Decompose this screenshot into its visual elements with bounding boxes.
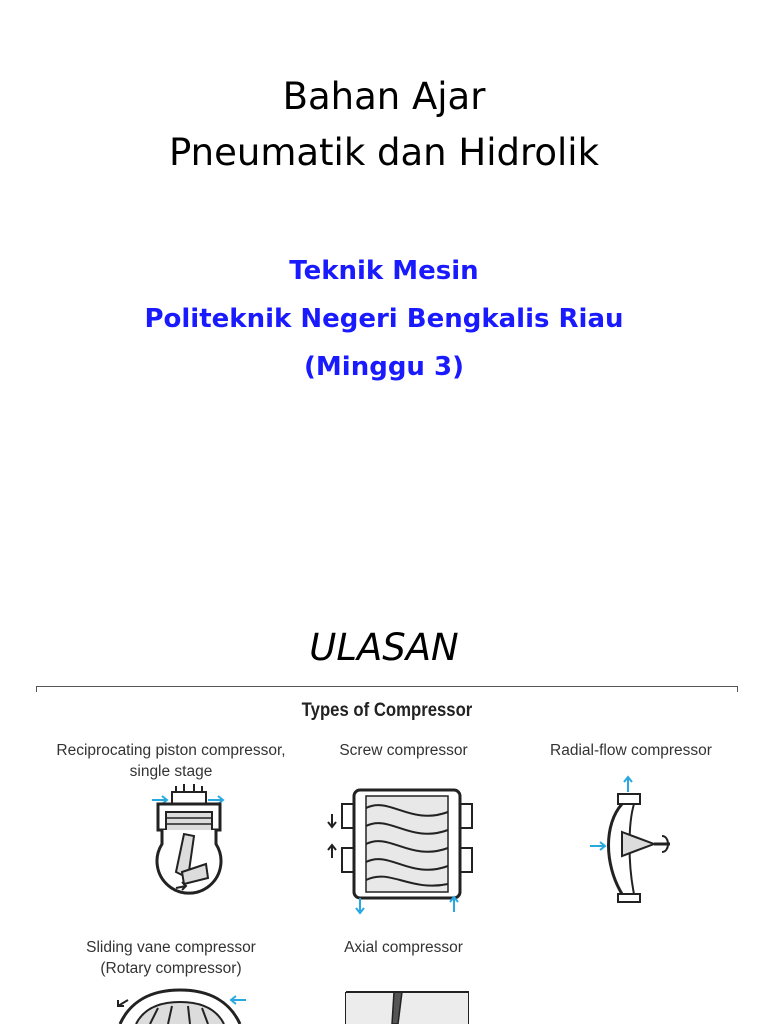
institution-name: Politeknik Negeri Bengkalis Riau xyxy=(144,304,624,334)
rotation-arrow-icon xyxy=(118,1000,128,1006)
rotation-arrow-up-icon xyxy=(328,845,336,858)
rotation-arrow-down-icon xyxy=(328,814,336,827)
label-screw-line1: Screw compressor xyxy=(339,742,468,759)
label-radial-line1: Radial-flow compressor xyxy=(550,742,712,759)
axial-compressor-illustration xyxy=(342,984,472,1024)
outlet-arrow-icon xyxy=(624,777,632,792)
outlet-arrow-icon xyxy=(356,898,364,913)
label-screw xyxy=(316,740,491,761)
figure-frame-rule xyxy=(36,686,738,692)
sliding-vane-compressor-illustration xyxy=(110,982,260,1024)
label-reciprocating-line2: single stage xyxy=(129,763,213,780)
compressor-types-figure xyxy=(36,686,738,1024)
week-label: (Minggu 3) xyxy=(304,352,464,382)
title-line-1: Bahan Ajar xyxy=(282,75,486,118)
figure-title: Types of Compressor xyxy=(301,700,473,721)
label-sliding-vane xyxy=(56,937,286,979)
radial-flow-compressor-illustration xyxy=(584,774,684,914)
label-reciprocating-piston xyxy=(36,740,306,782)
label-sliding-line2: (Rotary compressor) xyxy=(100,960,242,977)
label-axial xyxy=(326,937,481,958)
inlet-arrow-icon xyxy=(231,996,246,1004)
label-sliding-line1: Sliding vane compressor xyxy=(86,939,256,956)
review-heading: ULASAN xyxy=(309,626,459,669)
title-line-2: Pneumatik dan Hidrolik xyxy=(169,131,599,174)
label-reciprocating-line1: Reciprocating piston compressor, xyxy=(56,742,286,759)
label-radial-flow xyxy=(526,740,736,761)
label-axial-line1: Axial compressor xyxy=(344,939,463,956)
screw-compressor-illustration xyxy=(320,786,480,921)
program-name: Teknik Mesin xyxy=(289,256,479,286)
inlet-arrow-icon xyxy=(590,842,605,850)
reciprocating-piston-illustration xyxy=(132,786,252,916)
inlet-arrow-icon xyxy=(450,897,458,912)
